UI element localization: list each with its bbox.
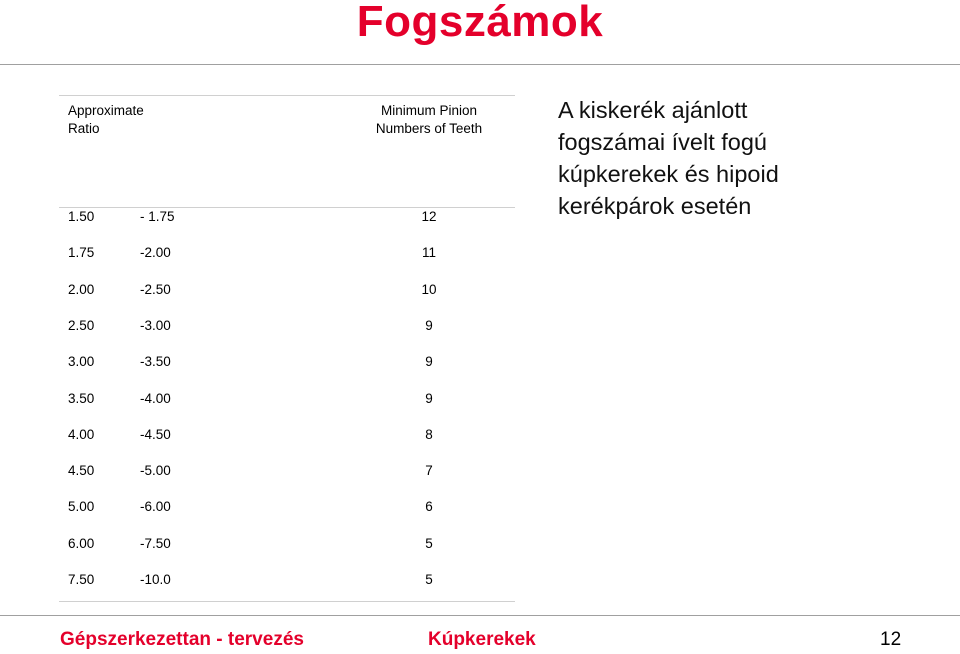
teeth-count-cell: 9	[425, 318, 433, 333]
bottom-divider	[0, 615, 960, 616]
ratio-to-cell: - 1.75	[140, 209, 175, 224]
side-description	[558, 94, 938, 222]
ratio-to-cell: -2.00	[140, 245, 171, 260]
table-row	[59, 280, 515, 300]
ratio-to-cell: -4.00	[140, 391, 171, 406]
teeth-count-cell: 6	[425, 499, 433, 514]
ratio-to-cell: -3.50	[140, 354, 171, 369]
teeth-count-cell: 5	[425, 572, 433, 587]
ratio-to-cell: -4.50	[140, 427, 171, 442]
side-line-3: kúpkerekek és hipoid	[558, 161, 779, 187]
top-divider	[0, 64, 960, 65]
slide-title: Fogszámok	[356, 0, 604, 46]
pinion-teeth-table	[59, 95, 515, 602]
teeth-count-cell: 8	[425, 427, 433, 442]
ratio-to-cell: -5.00	[140, 463, 171, 478]
header-pinion-line-2: Numbers of Teeth	[375, 121, 483, 136]
ratio-from-cell: 5.00	[68, 499, 95, 514]
table-row	[59, 389, 515, 409]
ratio-from-cell: 4.00	[68, 427, 95, 442]
table-row	[59, 207, 515, 227]
teeth-count-cell: 7	[425, 463, 433, 478]
side-line-2: fogszámai ívelt fogú	[558, 129, 767, 155]
teeth-count-cell: 12	[421, 209, 437, 224]
teeth-count-cell: 9	[425, 354, 433, 369]
table-row	[59, 425, 515, 445]
header-ratio-line-2: Ratio	[68, 121, 100, 136]
page-number: 12	[880, 629, 902, 650]
teeth-count-cell: 5	[425, 536, 433, 551]
table-bottom-line	[59, 601, 515, 602]
header-pinion-line-1: Minimum Pinion	[380, 103, 478, 118]
footer-course-title: Gépszerkezettan - tervezés	[60, 629, 304, 650]
header-ratio-line-1: Approximate	[68, 103, 144, 118]
ratio-from-cell: 7.50	[68, 572, 95, 587]
ratio-to-cell: -2.50	[140, 282, 171, 297]
table-top-line	[59, 95, 515, 96]
ratio-from-cell: 4.50	[68, 463, 95, 478]
ratio-from-cell: 6.00	[68, 536, 95, 551]
ratio-to-cell: -6.00	[140, 499, 171, 514]
teeth-count-cell: 9	[425, 391, 433, 406]
header-approximate-ratio	[68, 102, 144, 138]
ratio-from-cell: 1.50	[68, 209, 95, 224]
table-row	[59, 497, 515, 517]
ratio-from-cell: 1.75	[68, 245, 95, 260]
footer-topic: Kúpkerekek	[428, 629, 536, 650]
ratio-from-cell: 3.50	[68, 391, 95, 406]
table-row	[59, 243, 515, 263]
side-line-1: A kiskerék ajánlott	[558, 97, 748, 123]
table-row	[59, 352, 515, 372]
side-line-4: kerékpárok esetén	[558, 193, 752, 219]
ratio-to-cell: -3.00	[140, 318, 171, 333]
table-row	[59, 570, 515, 590]
ratio-from-cell: 2.00	[68, 282, 95, 297]
teeth-count-cell: 11	[421, 245, 436, 260]
table-row	[59, 534, 515, 554]
ratio-to-cell: -10.0	[140, 572, 171, 587]
ratio-from-cell: 2.50	[68, 318, 95, 333]
table-row	[59, 461, 515, 481]
teeth-count-cell: 10	[421, 282, 437, 297]
header-minimum-pinion-teeth	[359, 102, 499, 138]
ratio-from-cell: 3.00	[68, 354, 95, 369]
table-row	[59, 316, 515, 336]
ratio-to-cell: -7.50	[140, 536, 171, 551]
